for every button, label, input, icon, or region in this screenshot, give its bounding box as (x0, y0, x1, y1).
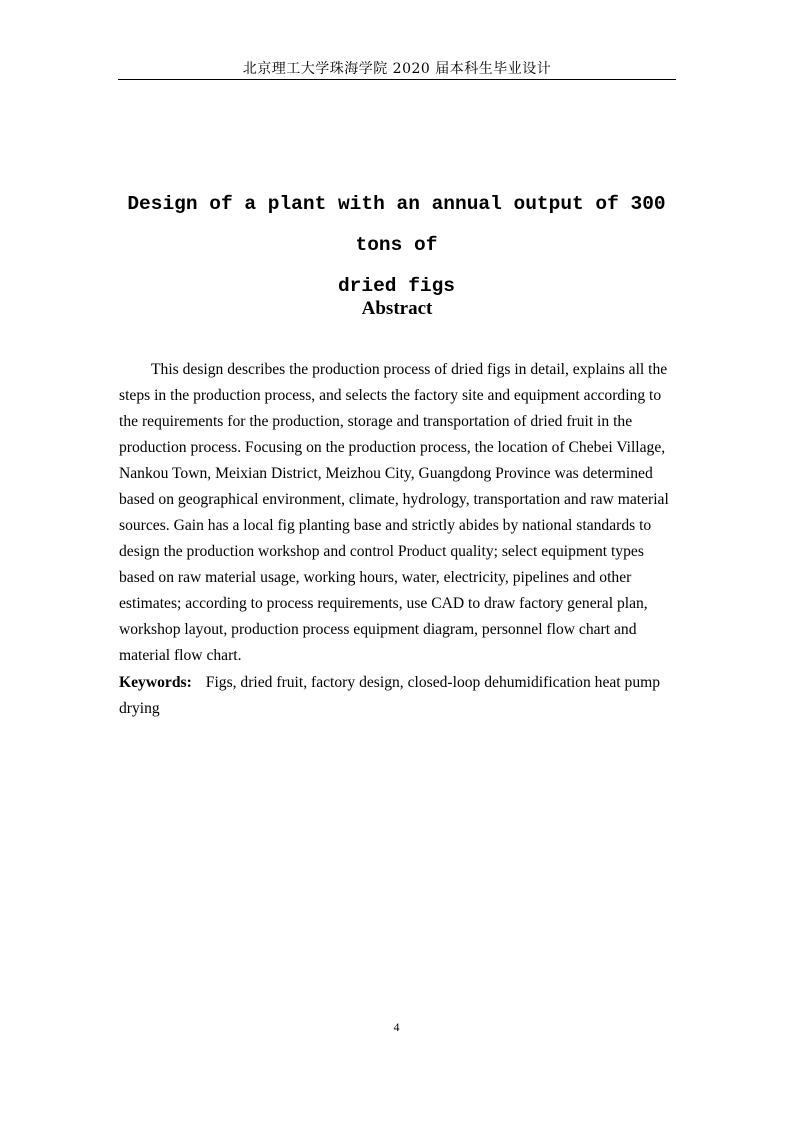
keywords-text: Figs, dried fruit, factory design, closed-loop dehumidification heat pump drying (119, 674, 661, 717)
title-line-1: Design of a plant with an annual output of 300 tons of (127, 193, 666, 256)
abstract-body: This design describes the production process of dried figs in detail, explains all the steps in the production process, and selects the factory site and equipment according to the requirements for the production, storage and transportation of dried fruit in the production process. Focusing on the production process, the location of Chebei Village, Nankou Town, Meixian District, Meizhou City, Guangdong Province was determined based on geographical environment, climate, hydrology, transportation and raw material sources. Gain has a local fig planting base and strictly abides by national standards to design the production workshop and control Product quality; select equipment types based on raw material usage, working hours, water, electricity, pipelines and other estimates; according to process requirements, use CAD to draw factory general plan, workshop layout, production process equipment diagram, personnel flow chart and material flow chart. (119, 361, 669, 664)
abstract-heading: Abstract (361, 298, 433, 319)
page-number: 4 (393, 1020, 400, 1034)
running-header: 北京理工大学珠海学院 2020 届本科生毕业设计 (242, 61, 552, 77)
document-title (100, 184, 693, 307)
keywords-label: Keywords: (119, 674, 192, 691)
title-line-2: dried figs (337, 275, 456, 297)
header-divider (118, 79, 676, 80)
keywords-paragraph (119, 670, 676, 722)
